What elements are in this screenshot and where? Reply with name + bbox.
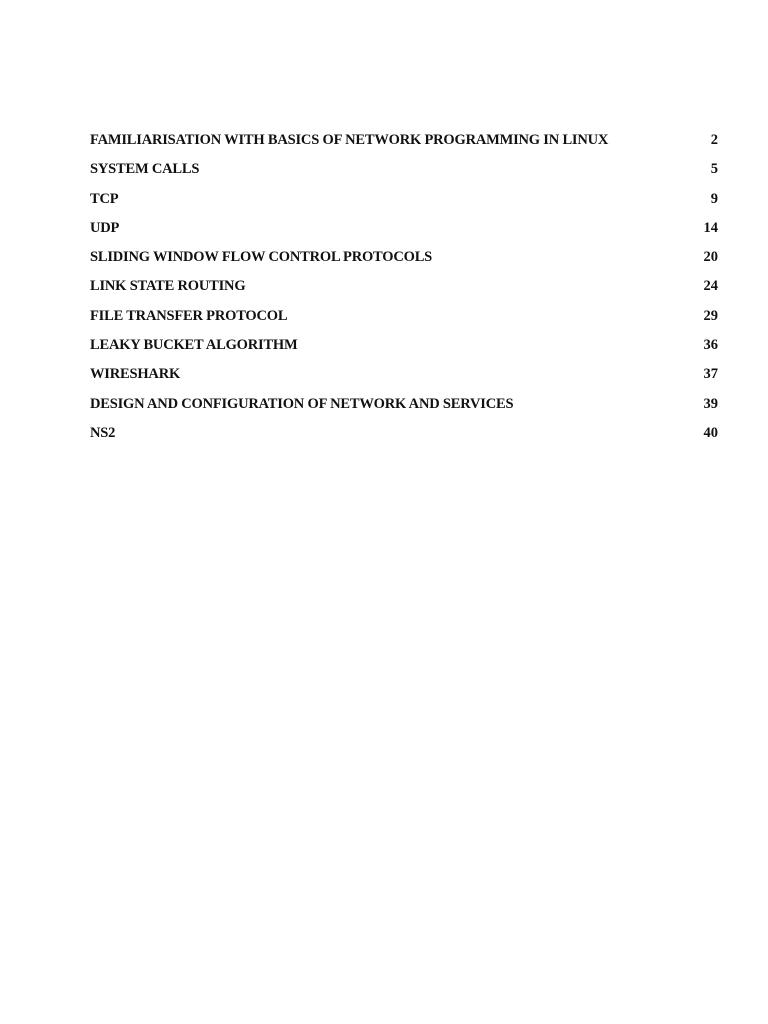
table-of-contents [90,132,718,454]
toc-entry-title: SYSTEM CALLS [90,161,200,178]
toc-entry [90,220,718,249]
toc-entry-page: 9 [710,190,718,207]
toc-entry-title: FILE TRANSFER PROTOCOL [90,307,288,324]
toc-entry-title: LINK STATE ROUTING [90,278,246,295]
toc-entry [90,191,718,220]
toc-entry [90,278,718,307]
toc-entry-page: 37 [703,366,718,383]
toc-entry-title: NS2 [90,424,116,441]
toc-entry-page: 40 [703,424,718,441]
toc-entry-page: 2 [710,132,718,148]
toc-entry-title: WIRESHARK [90,366,181,383]
toc-entry-title: TCP [90,190,119,207]
toc-entry-title: FAMILIARISATION WITH BASICS OF NETWORK PROGRAMMING IN LINUX [90,132,609,148]
toc-entry-title: DESIGN AND CONFIGURATION OF NETWORK AND SERVICES [90,395,514,412]
toc-entry-page: 14 [703,219,718,236]
toc-entry-title: LEAKY BUCKET ALGORITHM [90,337,298,354]
toc-entry-page: 20 [703,249,718,266]
toc-entry-page: 39 [703,395,718,412]
toc-entry [90,308,718,337]
toc-entry-page: 36 [703,337,718,354]
toc-entry [90,425,718,454]
toc-entry-page: 5 [710,161,718,178]
toc-entry [90,161,718,190]
toc-entry [90,396,718,425]
toc-entry [90,132,718,161]
toc-entry [90,249,718,278]
toc-entry-title: UDP [90,219,120,236]
toc-entry [90,366,718,395]
toc-entry-page: 29 [703,307,718,324]
toc-entry-page: 24 [703,278,718,295]
toc-entry-title: SLIDING WINDOW FLOW CONTROL PROTOCOLS [90,249,433,266]
toc-entry [90,337,718,366]
